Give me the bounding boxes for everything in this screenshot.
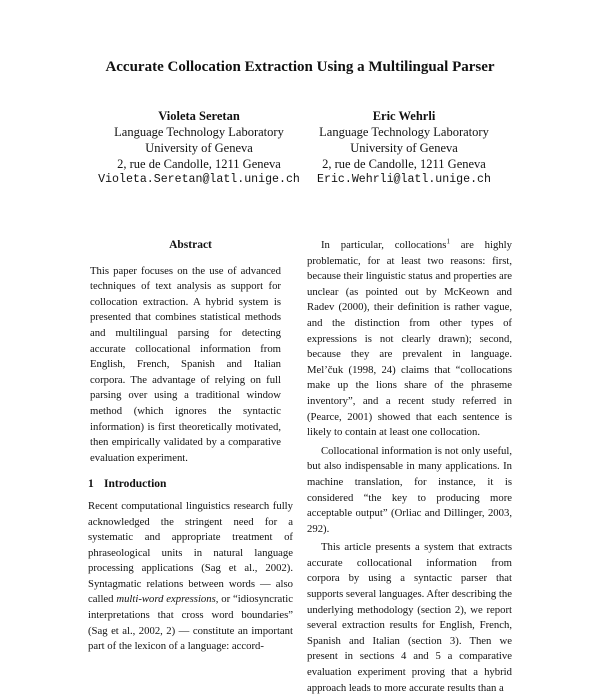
- left-column: [88, 238, 293, 655]
- author-block-1: [79, 108, 319, 188]
- author-email[interactable]: Eric.Wehrli@latl.unige.ch: [317, 173, 491, 186]
- section-number: 1: [88, 478, 94, 491]
- author-affiliation: Language Technology Laboratory: [114, 125, 284, 139]
- right-column: [307, 238, 512, 696]
- author-name: Eric Wehrli: [372, 109, 436, 123]
- author-affiliation: Language Technology Laboratory: [319, 125, 489, 139]
- author-block-2: [284, 108, 524, 188]
- intro-paragraph: [88, 499, 293, 655]
- intro-text-part-2: , or “idiosyncratic interpretations that cross word boundaries” (Sag et al., 2002, 2) — constitute an important part of the lexicon of a language: accord-: [88, 593, 293, 653]
- author-university: University of Geneva: [350, 141, 458, 155]
- right-paragraph-2: Collocational information is not only useful, but also indispensable in many applications. In machine translation, for instance, it is considered “the key to producing more acceptable output” (Orliac and Dillinger, 2003, 292).: [307, 444, 512, 535]
- right-paragraph-3: This article presents a system that extracts accurate collocational information from corpora by using a syntactic parser that supports several languages. After describing the underlying methodology (section 2), we report several extraction results for English, French, Spanish and Italian (section 3). Then we present in sections 4 and 5 a comparative evaluation experiment proving that a hybrid approach leads to more accurate results than a: [307, 541, 512, 694]
- author-university: University of Geneva: [145, 141, 253, 155]
- author-address: 2, rue de Candolle, 1211 Geneva: [117, 157, 281, 171]
- right-paragraph-1: [307, 238, 512, 441]
- author-name: Violeta Seretan: [158, 109, 240, 123]
- intro-text-part-1: Recent computational linguistics research fully acknowledged the stringent need for a systematic and appropriate treatment of phraseological units in natural language processing applications (Sag et al., 2002). Syntagmatic relations between words — also called: [88, 499, 293, 606]
- section-heading: [88, 477, 293, 493]
- author-email[interactable]: Violeta.Seretan@latl.unige.ch: [98, 173, 300, 186]
- abstract-heading: Abstract: [169, 239, 212, 251]
- author-address: 2, rue de Candolle, 1211 Geneva: [322, 157, 486, 171]
- paper-title: Accurate Collocation Extraction Using a Multilingual Parser: [105, 59, 495, 75]
- paragraph-text: In particular, collocations: [321, 239, 447, 251]
- intro-emphasis: multi-word expressions: [116, 593, 216, 606]
- abstract-text: This paper focuses on the use of advanced techniques of text analysis as support for collocation extraction. A hybrid system is presented that combines statistical methods and multilingual parsing for detecting accurate collocational information from English, French, Spanish and Italian corpora. The advantage of relying on full parsing over using a traditional window method (which ignores the syntactic information) is first theoretically motivated, then empirically validated by a comparative evaluation experiment.: [90, 264, 281, 464]
- paragraph-text: are highly problematic, for at least two reasons: first, because their linguistic status and properties are unclear (as pointed out by McKeown and Radev (2000), their definition is rather vague, and the distinction from other types of expressions is not clearly drawn); second, because they are prevalent in language. Mel’čuk (1998, 24) claims that “collocations make up the lions share of the phraseme inventory”, and a recent study referred in (Pearce, 2001) showed that each sentence is likely to contain at least one collocation.: [307, 239, 512, 439]
- section-title: Introduction: [104, 478, 167, 491]
- footnote-marker[interactable]: 1: [446, 237, 450, 246]
